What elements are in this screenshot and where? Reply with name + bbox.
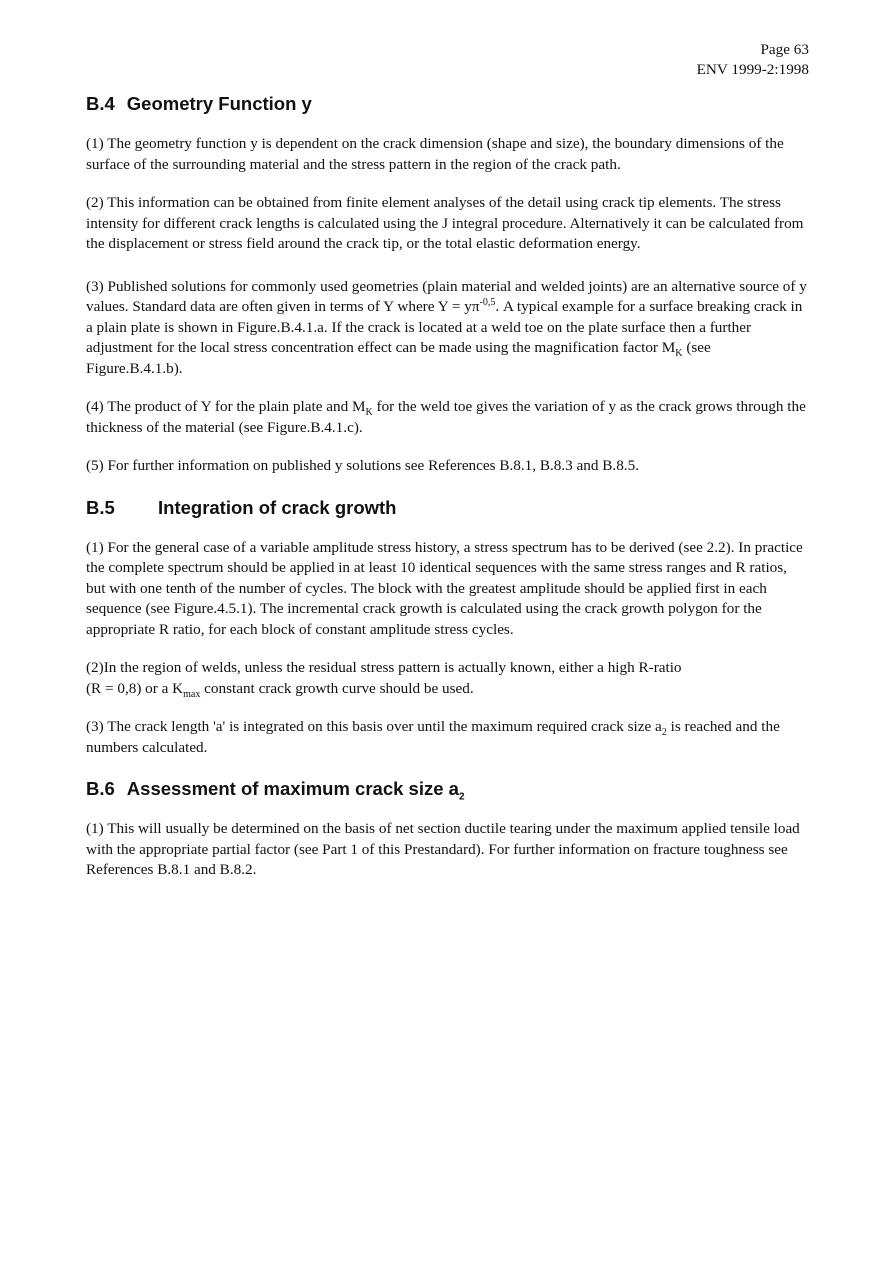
page-number: Page 63 [760,41,809,58]
section-number: B.5 [86,496,115,518]
paragraph: (2) This information can be obtained from finite element analyses of the detail using crack tip elements. The stress intensity for different crack lengths is calculated using the J integral procedure. Alternatively it can be calculated from the displacement or stress field around the crack tip, or the total elastic deformation energy. [86,194,804,252]
document-id: ENV 1999-2:1998 [696,61,809,78]
section-title: Geometry Function y [126,93,312,114]
paragraph: (4) The product of Y for the plain plate and $M_K$ for the weld toe gives the variation of y as the crack grows through the thickness of the material (see Figure.B.4.1.c). [86,398,806,436]
page-header [697,40,809,80]
section-heading-b4 [86,92,808,116]
section-number: B.4 [86,93,115,114]
section-number: B.6 [86,778,115,799]
section-title: Integration of crack growth [158,496,397,518]
paragraph: (3) Published solutions for commonly used geometries (plain material and welded joints) are an alternative source of y values. Standard data are often given in terms of Y where $Y = y\pi^{-0,5}$. A typical example for a surface breaking crack in a plain plate is shown in Figure.B.4.1.a. If the crack is located at a weld toe on the plate surface then a further adjustment for the local stress concentration effect can be made using the magnification factor $M_K$ (see Figure.B.4.1.b). [86,277,807,377]
paragraph: (2)In the region of welds, unless the residual stress pattern is actually known, either a high R-ratio (R = 0,8) or a $K_{max}$ constant crack growth curve should be used. [86,659,682,700]
section-heading-b6 [86,777,808,801]
section-heading-b5 [86,496,808,520]
paragraph: (1) For the general case of a variable amplitude stress history, a stress spectrum has to be derived (see 2.2). In practice the complete spectrum should be applied in at least 10 identical sequences with the same stress ranges and R ratios, but with one tenth of the number of cycles. The block with the greatest amplitude should be applied first in each sequence (see Figure.4.5.1). The incremental crack growth is calculated using the crack growth polygon for the appropriate R ratio, for each block of constant amplitude stress cycles. [86,538,803,638]
paragraph: (1) The geometry function y is dependent on the crack dimension (shape and size), the boundary dimensions of the surface of the surrounding material and the stress pattern in the region of the crack path. [86,135,784,173]
paragraph: (3) The crack length 'a' is integrated on this basis over until the maximum required crack size $a_2$ is reached and the numbers calculated. [86,718,780,756]
paragraph: (5) For further information on published y solutions see References B.8.1, B.8.3 and B.8.5. [86,457,639,474]
paragraph: (1) This will usually be determined on the basis of net section ductile tearing under the maximum applied tensile load with the appropriate partial factor (see Part 1 of this Prestandard). For further information on fracture toughness see References B.8.1 and B.8.2. [86,820,800,878]
page-content [86,92,808,881]
section-title: Assessment of maximum crack size $a_2$ [126,778,465,803]
